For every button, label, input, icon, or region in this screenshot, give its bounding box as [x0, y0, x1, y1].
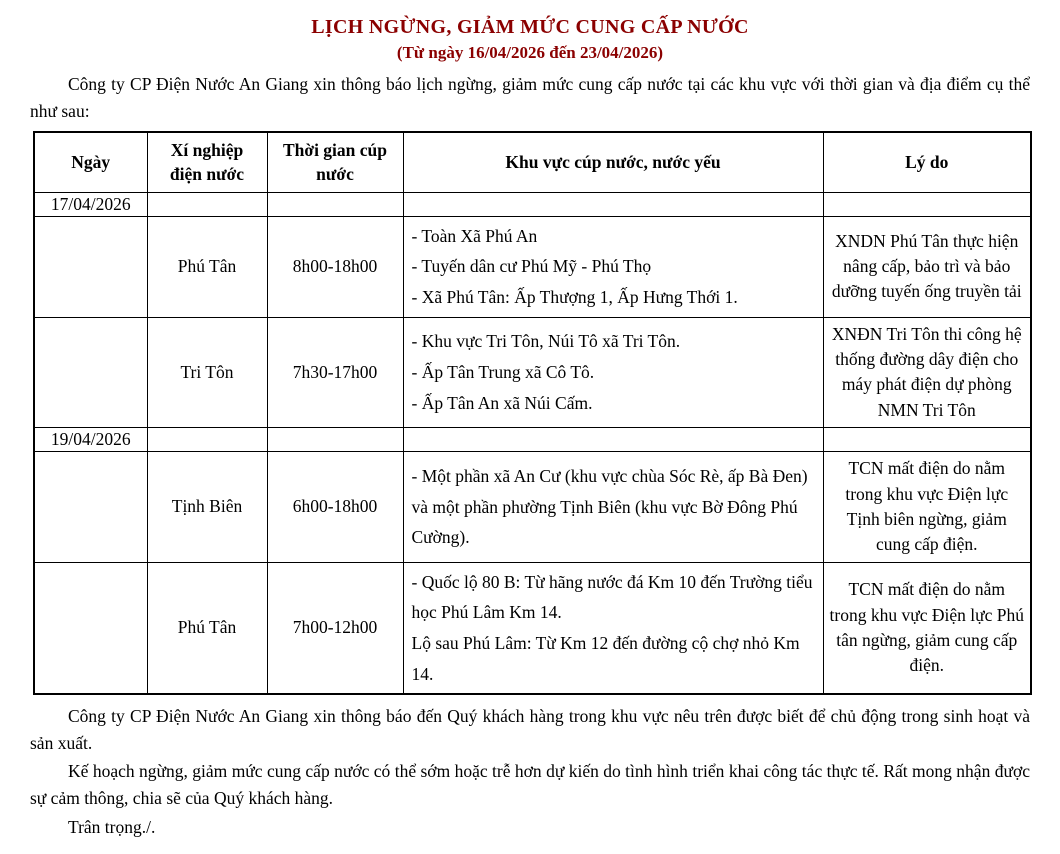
table-row-entry: [34, 317, 1031, 428]
time-cell: 7h30-17h00: [267, 317, 403, 428]
water-outage-schedule-table: [33, 131, 1032, 695]
empty-cell: [823, 192, 1031, 216]
reason-cell: TCN mất điện do nằm trong khu vực Điện lực Phú tân ngừng, giảm cung cấp điện.: [823, 562, 1031, 694]
table-row-entry: [34, 562, 1031, 694]
empty-cell: [147, 428, 267, 452]
area-cell: [403, 452, 823, 563]
column-header-time: Thời gian cúp nước: [267, 132, 403, 192]
column-header-date: Ngày: [34, 132, 147, 192]
area-cell: [403, 216, 823, 317]
table-row-entry: [34, 216, 1031, 317]
intro-paragraph: Công ty CP Điện Nước An Giang xin thông báo lịch ngừng, giảm mức cung cấp nước tại các khu vực với thời gian và địa điểm cụ thể như sau:: [30, 74, 1030, 122]
empty-cell: [34, 562, 147, 694]
area-line: - Xã Phú Tân: Ấp Thượng 1, Ấp Hưng Thới 1.: [411, 287, 738, 307]
footer-paragraph: Kế hoạch ngừng, giảm mức cung cấp nước có thể sớm hoặc trễ hơn dự kiến do tình hình triển khai công tác thực tế. Rất mong nhận được sự cảm thông, chia sẽ của Quý khách hàng.: [30, 761, 1030, 808]
empty-cell: [403, 428, 823, 452]
area-line: - Tuyến dân cư Phú Mỹ - Phú Thọ: [411, 256, 652, 277]
empty-cell: [403, 192, 823, 216]
branch-cell: Tri Tôn: [147, 317, 267, 428]
table-row-date: [34, 192, 1031, 216]
area-line: Lộ sau Phú Lâm: Từ Km 12 đến đường cộ chợ nhỏ Km 14.: [411, 632, 800, 684]
column-header-reason: Lý do: [823, 132, 1031, 192]
date-cell: 17/04/2026: [34, 192, 147, 216]
page-subtitle: (Từ ngày 16/04/2026 đến 23/04/2026): [396, 43, 664, 62]
area-line: - Quốc lộ 80 B: Từ hãng nước đá Km 10 đến Trường tiểu học Phú Lâm Km 14.: [411, 571, 813, 623]
area-line: - Toàn Xã Phú An: [411, 225, 538, 246]
branch-cell: Tịnh Biên: [147, 452, 267, 563]
area-line: - Khu vực Tri Tôn, Núi Tô xã Tri Tôn.: [411, 331, 681, 352]
area-line: - Một phần xã An Cư (khu vực chùa Sóc Rè, ấp Bà Đen) và một phần phường Tịnh Biên (khu vực Bờ Đông Phú Cường).: [411, 465, 808, 548]
table-row-entry: [34, 452, 1031, 563]
date-cell: 19/04/2026: [34, 428, 147, 452]
footer-notes: [30, 703, 1030, 840]
column-header-branch: Xí nghiệp điện nước: [147, 132, 267, 192]
reason-cell: XNDN Phú Tân thực hiện nâng cấp, bảo trì và bảo dưỡng tuyến ống truyền tải: [823, 216, 1031, 317]
time-cell: 8h00-18h00: [267, 216, 403, 317]
area-cell: [403, 317, 823, 428]
empty-cell: [34, 317, 147, 428]
empty-cell: [34, 452, 147, 563]
table-body: [34, 192, 1031, 694]
footer-paragraph: Công ty CP Điện Nước An Giang xin thông báo đến Quý khách hàng trong khu vực nêu trên được biết để chủ động trong sinh hoạt và sản xuất.: [30, 706, 1030, 753]
branch-cell: Phú Tân: [147, 562, 267, 694]
empty-cell: [267, 192, 403, 216]
empty-cell: [823, 428, 1031, 452]
time-cell: 7h00-12h00: [267, 562, 403, 694]
area-line: - Ấp Tân An xã Núi Cấm.: [411, 392, 593, 413]
area-cell: [403, 562, 823, 694]
branch-cell: Phú Tân: [147, 216, 267, 317]
page-title: LỊCH NGỪNG, GIẢM MỨC CUNG CẤP NƯỚC: [311, 16, 749, 38]
empty-cell: [34, 216, 147, 317]
footer-paragraph: Trân trọng./.: [68, 816, 156, 837]
empty-cell: [267, 428, 403, 452]
column-header-area: Khu vực cúp nước, nước yếu: [403, 132, 823, 192]
table-header: [34, 132, 1031, 192]
table-row-date: [34, 428, 1031, 452]
reason-cell: TCN mất điện do nằm trong khu vực Điện lực Tịnh biên ngừng, giảm cung cấp điện.: [823, 452, 1031, 563]
empty-cell: [147, 192, 267, 216]
area-line: - Ấp Tân Trung xã Cô Tô.: [411, 362, 595, 383]
reason-cell: XNĐN Tri Tôn thi công hệ thống đường dây điện cho máy phát điện dự phòng NMN Tri Tôn: [823, 317, 1031, 428]
time-cell: 6h00-18h00: [267, 452, 403, 563]
